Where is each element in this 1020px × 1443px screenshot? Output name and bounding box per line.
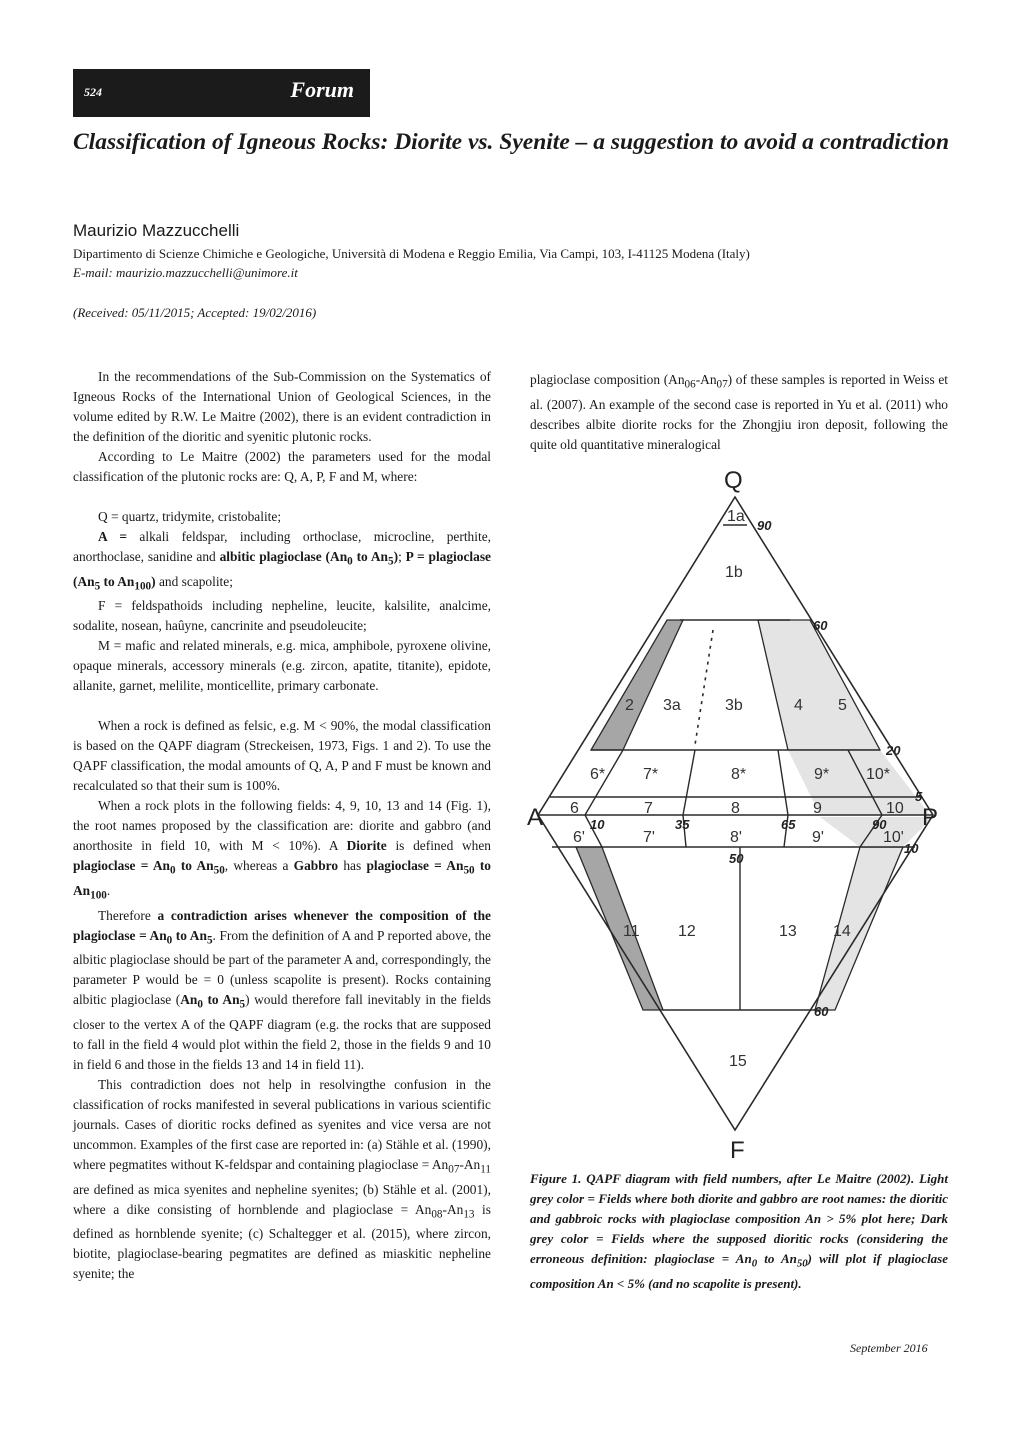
footer-date: September 2016 — [850, 1341, 928, 1355]
affiliation: Dipartimento di Scienze Chimiche e Geologiche, Università di Modena e Reggio Emilia, Via Campi, 103, I-41125 Modena (Italy) — [73, 246, 750, 261]
field-label: 7* — [643, 766, 659, 783]
field-label: 1b — [725, 564, 743, 581]
left-column — [73, 367, 491, 1284]
vertex-p: P — [922, 804, 939, 831]
field-label: 3a — [663, 697, 681, 714]
boundary-value: 20 — [886, 743, 901, 758]
paragraph-felsic: When a rock is defined as felsic, e.g. M < 90%, the modal classification is based on the QAPF diagram (Streckeisen, 1973, Figs. 1 and 2). To use the QAPF classification, the modal amounts of Q, A, P and F must be known and recalculated so that their sum is 100%. — [73, 718, 491, 794]
field-label: 9* — [814, 766, 830, 783]
boundary-value: 90 — [757, 518, 772, 533]
field-label: 10 — [886, 800, 904, 817]
boundary-value: 90 — [872, 817, 887, 832]
paragraph-continued: plagioclase composition $(An_{06}-An_{07})$ of these samples is reported in Weiss et al. (2007). An example of the second case is reported in Yu et al. (2011) who describes albite diorite rocks for the Zhongjiu iron deposit, following the quite old quantitative mineralogical — [530, 372, 948, 452]
field-label: 9' — [812, 829, 824, 846]
vertex-a: A — [527, 804, 544, 831]
a-definition: A = alkali feldspar, including orthoclase, microcline, perthite, anorthoclase, sanidine and albitic plagioclase ($An_0$ to $An_5$); P = plagioclase ($An_5$ to $An_{100}$) and scapolite; — [73, 529, 491, 593]
field-11-dark — [576, 847, 663, 1010]
boundary-value: 60 — [814, 1004, 829, 1019]
field-label: 6' — [573, 829, 585, 846]
paragraph-parameters: According to Le Maitre (2002) the parameters used for the modal classification of the plutonic rocks are: Q, A, P, F and M, where: — [73, 449, 491, 484]
field-label: 15 — [729, 1053, 747, 1070]
vertex-f: F — [730, 1137, 745, 1164]
f-definition: F = feldspathoids including nepheline, leucite, kalsilite, analcime, sodalite, nosean, haûyne, cancrinite and pseudoleucite; — [73, 598, 491, 634]
field-4-light — [758, 620, 880, 750]
field-label: 8' — [730, 829, 742, 846]
boundary-value: 50 — [729, 851, 744, 866]
article-title: Classification of Igneous Rocks: Diorite vs. Syenite – a suggestion to avoid a contradiction — [73, 129, 950, 155]
field-label: 6 — [570, 800, 579, 817]
right-column — [530, 370, 948, 455]
qapf-diagram — [520, 460, 950, 1165]
field-label: 7 — [644, 800, 653, 817]
field-label: 14 — [833, 923, 851, 940]
page-number: 524 — [84, 85, 102, 99]
field-label: 9 — [813, 800, 822, 817]
dashed-boundary — [695, 630, 713, 745]
boundary-value: 10 — [590, 817, 605, 832]
vertex-q: Q — [724, 467, 743, 494]
field-label: 4 — [794, 697, 803, 714]
paragraph-intro: In the recommendations of the Sub-Commission on the Systematics of Igneous Rocks of the International Union of Geological Sciences, in the volume edited by R.W. Le Maitre (2002), there is an evident contradiction in the definition of the dioritic and syenitic plutonic rocks. — [73, 369, 491, 444]
field-label: 3b — [725, 697, 743, 714]
field-label: 5 — [838, 697, 847, 714]
paragraph-root-names: When a rock plots in the following fields: 4, 9, 10, 13 and 14 (Fig. 1), the root names proposed by the classification are: diorite and gabbro (and anorthosite in field 10, with M < 10%). A Diorite is defined when plagioclase = $An_0$ to $An_{50}$, whereas a Gabbro has plagioclase = $An_{50}$ to $An_{100}$. — [73, 798, 491, 902]
field-label: 8* — [731, 766, 747, 783]
field-label: 2 — [625, 697, 634, 714]
m-definition: M = mafic and related minerals, e.g. mica, amphibole, pyroxene olivine, opaque minerals, accessory minerals (e.g. zircon, apatite, titanite), epidote, allanite, garnet, melilite, monticellite, primary carbonate. — [73, 638, 491, 694]
field-label: 7' — [643, 829, 655, 846]
field-label: 8 — [731, 800, 740, 817]
field-label: 6* — [590, 766, 606, 783]
boundary-value: 35 — [675, 817, 690, 832]
field-9-10-light — [788, 750, 930, 815]
field-label: 10* — [866, 766, 891, 783]
header-bar — [73, 69, 370, 117]
paragraph-examples: This contradiction does not help in resolvingthe confusion in the classification of rocks manifested in several publications in various scientific journals. Cases of dioritic rocks defined as syenites and vice versa are not uncommon. Examples of the first case are reported in: (a) Stähle et al. (1990), where pegmatites without K-feldspar and containing plagioclase = $An_{07}-An_{11}$ are defined as mica syenites and nepheline syenites; (b) Stähle et al. (2001), where a dike consisting of hornblende and plagioclase = $An_{08}-An_{13}$ is defined as hornblende syenite; (c) Schaltegger et al. (2015), where zircon, biotite, plagioclase-bearing pegmatites are defined as miaskitic nepheline syenite; the — [73, 1077, 491, 1282]
field-13-light — [815, 847, 903, 1010]
field-label: 12 — [678, 923, 696, 940]
boundary-value: 10 — [904, 841, 919, 856]
email: E-mail: maurizio.mazzucchelli@unimore.it — [73, 265, 298, 280]
figure-caption: Figure 1. QAPF diagram with field numbers, after Le Maitre (2002). Light grey color = Fields where both diorite and gabbro are root names: the dioritic and gabbroic rocks with plagioclase composition An > 5% plot here; Dark grey color = Fields where the supposed dioritic rocks (considering the erroneous definition: plagioclase = $An_0$ to $An_{50}$) will plot if plagioclase composition An < 5% (and no scapolite is present). — [530, 1171, 949, 1291]
field-2-dark — [591, 620, 683, 750]
received-dates: (Received: 05/11/2015; Accepted: 19/02/2016) — [73, 305, 317, 320]
section-title: Forum — [290, 77, 354, 102]
boundary-value: 5 — [915, 789, 923, 804]
field-label: 1a — [727, 508, 745, 525]
field-label: 13 — [779, 923, 797, 940]
boundary-value: 60 — [813, 618, 828, 633]
paragraph-contradiction: Therefore a contradiction arises whenever the composition of the plagioclase = $An_0$ to $An_5$. From the definition of A and P reported above, the albitic plagioclase should be part of the parameter A and, correspondingly, the parameter P would be = 0 (unless scapolite is present). Rocks containing albitic plagioclase ($An_0$ to $An_5$) would therefore fall inevitably in the fields closer to the vertex A of the QAPF diagram (e.g. the rocks that are supposed to fall in the field 4 would plot within the field 2, those in the fields 9 and 10 in field 6 and those in the fields 13 and 14 in field 11). — [73, 907, 492, 1073]
q-definition: Q = quartz, tridymite, cristobalite; — [98, 509, 282, 524]
author-name: Maurizio Mazzucchelli — [73, 221, 240, 240]
field-label: 11 — [623, 923, 640, 940]
field-label: 10' — [883, 829, 904, 846]
boundary-value: 65 — [781, 817, 796, 832]
